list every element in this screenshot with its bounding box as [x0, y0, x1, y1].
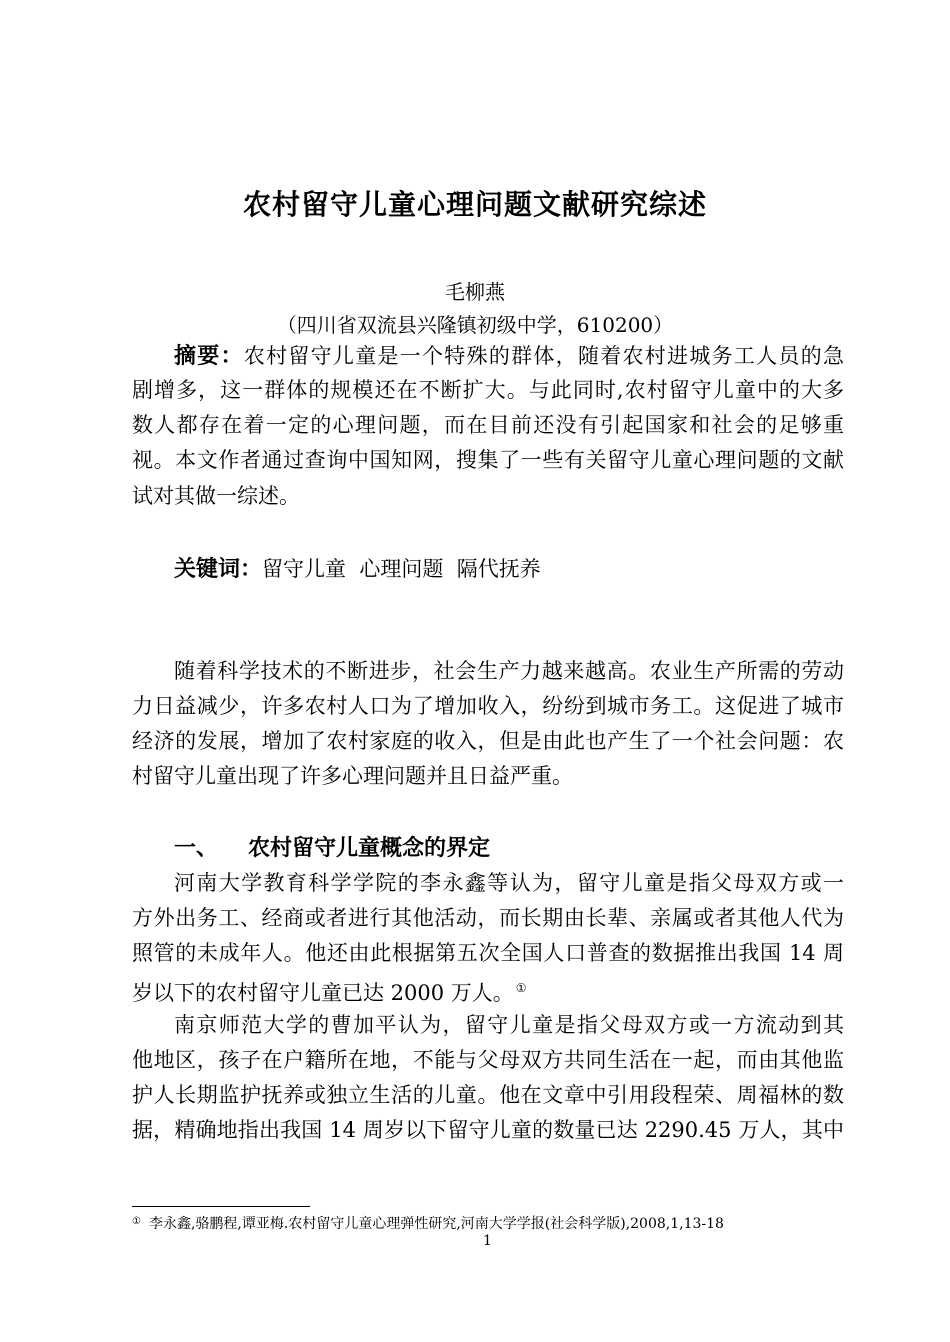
- abstract-text-1: 农村留守儿童是一个特殊的群体，随着农村进城务工人员的急: [243, 344, 844, 368]
- abstract-label: 摘要：: [174, 344, 244, 369]
- abstract-line-5: 试对其做一综述。: [132, 484, 300, 508]
- footnote: [132, 1213, 724, 1233]
- keywords-text: 留守儿童 心理问题 隔代抚养: [262, 557, 541, 581]
- s1p1-line-1: 河南大学教育科学学院的李永鑫等认为，留守儿童是指父母双方或一: [174, 871, 844, 895]
- s1p2-line-2: 他地区，孩子在户籍所在地，不能与父母双方共同生活在一起，而由其他监: [132, 1048, 844, 1072]
- s1p1-line-4-text: 岁以下的农村留守儿童已达 2000 万人。: [132, 981, 514, 1005]
- abstract-line-3: 数人都存在着一定的心理问题，而在目前还没有引起国家和社会的足够重: [132, 413, 844, 437]
- s1p2-line-4: 据，精确地指出我国 14 周岁以下留守儿童的数量已达 2290.45 万人，其中: [132, 1118, 844, 1142]
- footnote-reference-mark[interactable]: ①: [515, 981, 527, 995]
- section-1-heading: [174, 831, 490, 867]
- page-number: 1: [483, 1233, 492, 1249]
- footnote-text: 李永鑫,骆鹏程,谭亚梅.农村留守儿童心理弹性研究,河南大学学报(社会科学版),2008,1,13-18: [148, 1216, 724, 1232]
- intro-line-2: 力日益减少，许多农村人口为了增加收入，纷纷到城市务工。这促进了城市: [132, 694, 844, 718]
- author-affiliation: （四川省双流县兴隆镇初级中学，610200）: [276, 313, 674, 337]
- abstract-line-4: 视。本文作者通过查询中国知网，搜集了一些有关留守儿童心理问题的文献: [132, 448, 844, 472]
- abstract-line-1: [174, 339, 844, 374]
- keywords: [174, 551, 541, 587]
- s1p1-line-2: 方外出务工、经商或者进行其他活动，而长期由长辈、亲属或者其他人代为: [132, 906, 844, 930]
- paper-title: 农村留守儿童心理问题文献研究综述: [242, 188, 707, 221]
- intro-line-4: 村留守儿童出现了许多心理问题并且日益严重。: [132, 764, 573, 788]
- s1p1-line-3: 照管的未成年人。他还由此根据第五次全国人口普查的数据推出我国 14 周: [132, 941, 844, 965]
- s1p1-line-4: [132, 971, 844, 1006]
- keywords-label: 关键词：: [174, 557, 263, 582]
- s1p2-line-1: 南京师范大学的曹加平认为，留守儿童是指父母双方或一方流动到其: [174, 1013, 844, 1037]
- footnote-separator: [132, 1206, 310, 1207]
- abstract-line-2: 剧增多，这一群体的规模还在不断扩大。与此同时,农村留守儿童中的大多: [132, 378, 844, 402]
- s1p2-line-3: 护人长期监护抚养或独立生活的儿童。他在文章中引用段程荣、周福林的数: [132, 1083, 844, 1107]
- section-1-number: 一、: [174, 836, 219, 861]
- footnote-mark: ①: [132, 1216, 141, 1227]
- intro-line-3: 经济的发展，增加了农村家庭的收入，但是由此也产生了一个社会问题：农: [132, 729, 844, 753]
- author-name: 毛柳燕: [445, 280, 505, 304]
- intro-line-1: 随着科学技术的不断进步，社会生产力越来越高。农业生产所需的劳动: [174, 659, 844, 683]
- section-1-title: 农村留守儿童概念的界定: [248, 836, 491, 861]
